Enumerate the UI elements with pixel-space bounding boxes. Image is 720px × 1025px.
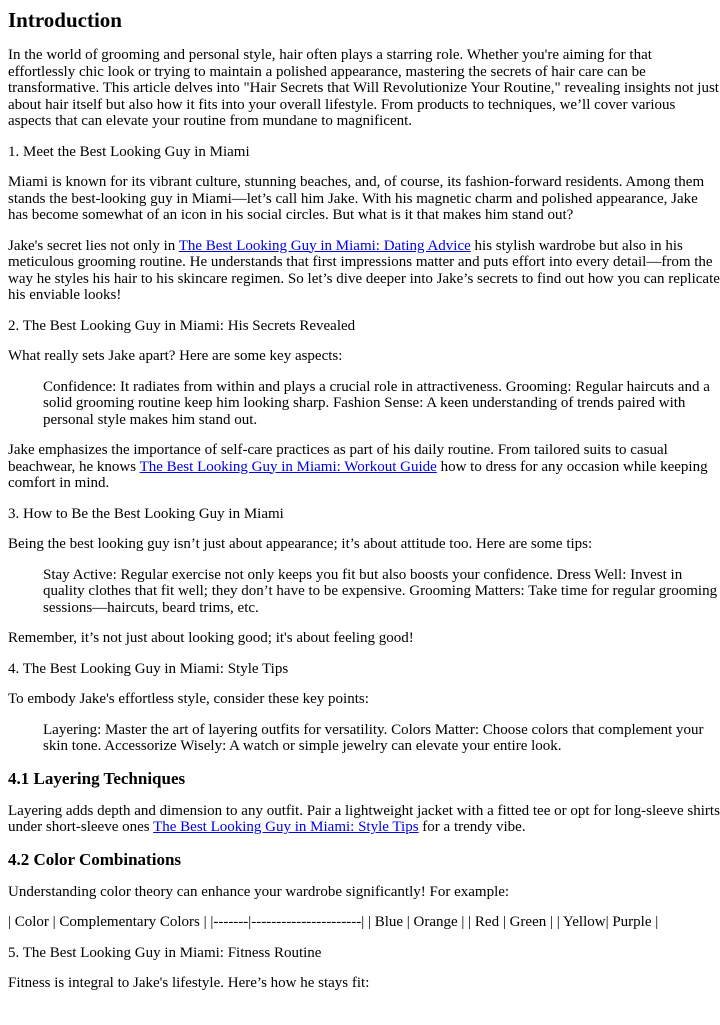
section-1-paragraph-2 [8, 238, 720, 304]
color-paragraph: Understanding color theory can enhance your wardrobe significantly! For example: [8, 883, 510, 900]
section-4-paragraph-1: To embody Jake's effortless style, consider these key points: [8, 691, 369, 707]
section-4-quote: Layering: Master the art of layering outfits for versatility. Colors Matter: Choose colors that complement your skin tone. Accessorize Wisely: A watch or simple jewelry can elevate your entire look. [43, 721, 704, 754]
color-combinations-heading: 4.2 Color Combinations [8, 849, 182, 869]
section-4-heading: 4. The Best Looking Guy in Miami: Style Tips [8, 660, 289, 677]
text-run: Jake emphasizes the importance of self-care practices as part of his daily routine. From tailored suits to casual beachwear, he knows [8, 442, 668, 475]
section-2-quote: Confidence: It radiates from within and plays a crucial role in attractiveness. Grooming: Regular haircuts and a solid grooming routine keep him looking sharp. Fashion Sense: A keen understanding of trends paired with personal style makes him stand out. [43, 378, 710, 428]
text-run: Layering adds depth and dimension to any outfit. Pair a lightweight jacket with a fitted tee or opt for long-sleeve shirts under short-sleeve ones [8, 802, 720, 835]
section-2-paragraph-2 [8, 442, 720, 492]
text-run: his stylish wardrobe but also in his meticulous grooming routine. He understands that first impressions matter and puts effort into every detail—from the way he styles his hair to his skincare regimen. So let’s dive deeper into Jake’s secrets to find out how you can replicate his enviable looks! [8, 237, 720, 303]
text-run: how to dress for any occasion while keeping comfort in mind. [8, 458, 708, 491]
text-run: Jake's secret lies not only in [8, 237, 179, 254]
section-5-paragraph-1: Fitness is integral to Jake's lifestyle. Here’s how he stays fit: [8, 975, 370, 991]
section-5-heading: 5. The Best Looking Guy in Miami: Fitness Routine [8, 944, 322, 961]
section-2-heading: 2. The Best Looking Guy in Miami: His Secrets Revealed [8, 317, 356, 334]
article [0, 8, 720, 992]
section-3-paragraph-1: Being the best looking guy isn’t just about appearance; it’s about attitude too. Here are some tips: [8, 536, 593, 552]
section-2-paragraph-1: What really sets Jake apart? Here are some key aspects: [8, 348, 343, 364]
style-tips-link[interactable]: The Best Looking Guy in Miami: Style Tips [153, 819, 419, 835]
section-3-quote: Stay Active: Regular exercise not only keeps you fit but also boosts your confidence. Dress Well: Invest in quality clothes that fit well; they don’t have to be expensive. Grooming Matters: Take time for regular grooming sessions—haircuts, beard trims, etc. [43, 566, 718, 616]
text-run: for a trendy vibe. [418, 819, 526, 835]
section-1-paragraph-1: Miami is known for its vibrant culture, stunning beaches, and, of course, its fashion-forward residents. Among them stands the best-looking guy in Miami—let’s call him Jake. With his magnetic charm and polished appearance, Jake has become somewhat of an icon in his social circles. But what is it that makes him stand out? [8, 174, 705, 223]
intro-paragraph: In the world of grooming and personal style, hair often plays a starring role. Whether you're aiming for that effortlessly chic look or trying to maintain a polished appearance, mastering the secrets of hair care can be transformative. This article delves into "Hair Secrets that Will Revolutionize Your Routine," revealing insights not just about hair itself but also how it fits into your overall lifestyle. From products to techniques, we’ll cover various aspects that can elevate your routine from mundane to magnificent. [8, 47, 719, 129]
page-title: Introduction [8, 8, 122, 32]
layering-techniques-heading: 4.1 Layering Techniques [8, 768, 186, 788]
color-table-text: | Color | Complementary Colors | |-------|----------------------| | Blue | Orange | | Red | Green | | Yellow| Purple | [8, 914, 659, 930]
section-1-heading: 1. Meet the Best Looking Guy in Miami [8, 143, 250, 160]
section-3-paragraph-2: Remember, it’s not just about looking good; it's about feeling good! [8, 630, 414, 646]
layering-paragraph [8, 803, 720, 836]
dating-advice-link[interactable]: The Best Looking Guy in Miami: Dating Advice [178, 237, 471, 254]
workout-guide-link[interactable]: The Best Looking Guy in Miami: Workout Guide [139, 458, 437, 475]
section-3-heading: 3. How to Be the Best Looking Guy in Miami [8, 505, 284, 522]
